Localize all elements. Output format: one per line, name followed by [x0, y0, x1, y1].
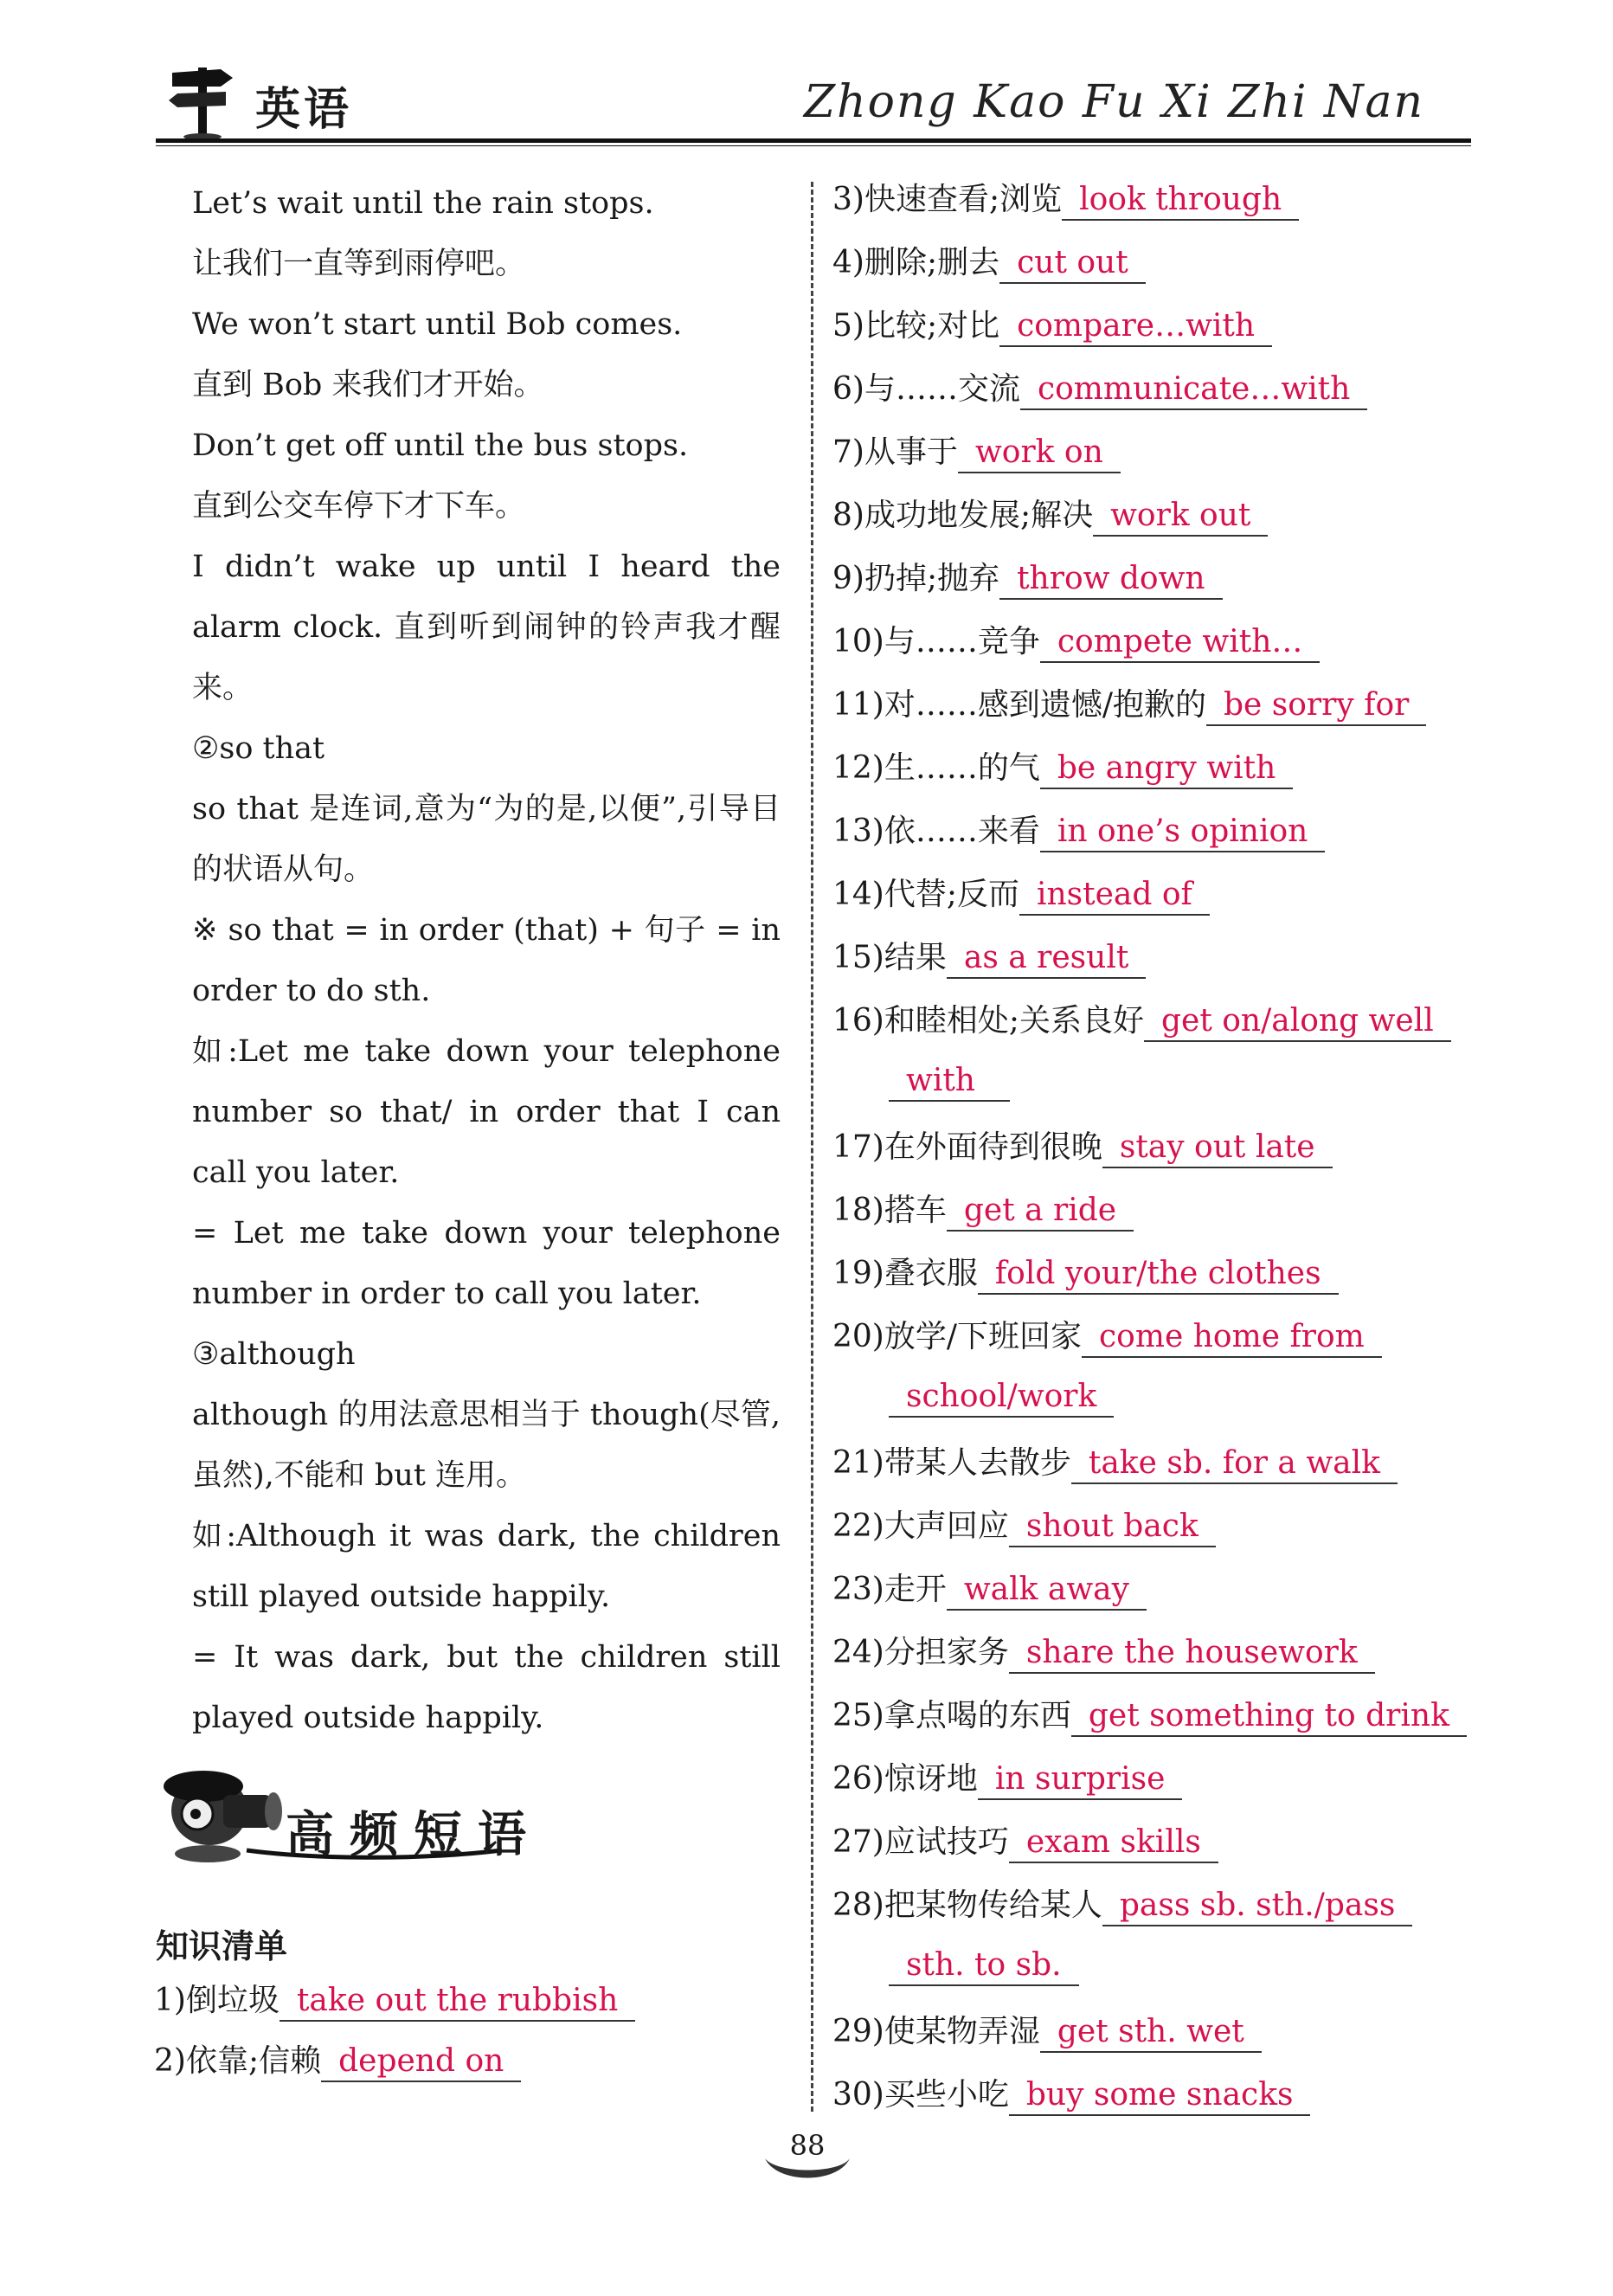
- phrase-prompt: 29)使某物弄湿: [832, 2014, 1040, 2049]
- page-number: 88: [789, 2129, 826, 2162]
- text-line: so that 是连词,意为“为的是,以便”,引导目的状语从句。: [192, 792, 781, 887]
- phrase-answer: walk away: [947, 1571, 1147, 1611]
- phrase-item: [832, 810, 1325, 853]
- phrase-item: [832, 936, 1146, 980]
- phrase-item: [832, 747, 1293, 790]
- phrase-item: [832, 494, 1268, 537]
- phrase-answer: as a result: [947, 939, 1146, 979]
- phrase-item: [832, 241, 1146, 285]
- phrase-prompt: 6)与……交流: [832, 371, 1020, 407]
- phrase-item: [832, 1821, 1218, 1864]
- phrase-answer: compare…with: [999, 307, 1272, 347]
- subheading: ②so that: [192, 731, 325, 766]
- phrase-item: [832, 2074, 1310, 2117]
- phrase-prompt: 2)依靠;信赖: [154, 2043, 322, 2079]
- phrase-item: [832, 2010, 1262, 2054]
- text-line: 如:Let me take down your telephone number so that/ in order that I can call you later.: [192, 1034, 781, 1190]
- phrase-item: [832, 368, 1367, 411]
- phrase-answer: work on: [958, 434, 1121, 473]
- text-line: ※ so that = in order (that) + 句子 = in order to do sth.: [192, 913, 781, 1008]
- phrase-prompt: 27)应试技巧: [832, 1824, 1009, 1860]
- phrase-answer: communicate…with: [1020, 370, 1367, 410]
- phrase-item: [832, 684, 1426, 727]
- phrase-prompt: 16)和睦相处;关系良好: [832, 1003, 1144, 1039]
- subject-title: 英语: [255, 83, 353, 136]
- phrase-prompt: 26)惊讶地: [832, 1761, 978, 1797]
- text-line: 如:Although it was dark, the children still played outside happily.: [192, 1519, 781, 1614]
- text-line: I didn’t wake up until I heard the alarm clock. 直到听到闹钟的铃声我才醒来。: [192, 550, 781, 705]
- phrase-prompt: 3)快速查看;浏览: [832, 182, 1063, 217]
- phrase-answer: get a ride: [947, 1192, 1134, 1232]
- phrase-item: [832, 1189, 1134, 1232]
- subheading: ③although: [192, 1337, 356, 1372]
- text-line: Don’t get off until the bus stops.: [192, 428, 689, 463]
- phrase-prompt: 11)对……感到遗憾/抱歉的: [832, 687, 1206, 723]
- phrase-prompt: 1)倒垃圾: [154, 1983, 280, 2018]
- section-title: 高频短语: [286, 1806, 542, 1863]
- phrase-prompt: 23)走开: [832, 1572, 947, 1607]
- signpost-icon: [169, 61, 238, 138]
- phrase-answer: depend on: [321, 2042, 521, 2082]
- series-title: Zhong Kao Fu Xi Zhi Nan: [804, 76, 1424, 128]
- phrase-prompt: 7)从事于: [832, 434, 958, 470]
- phrase-answer: shout back: [1009, 1508, 1216, 1547]
- phrase-answer-continued: sth. to sb.: [889, 1946, 1079, 1986]
- phrase-item: [832, 1252, 1339, 1296]
- phrase-prompt: 24)分担家务: [832, 1635, 1009, 1670]
- text-line: = It was dark, but the children still played outside happily.: [192, 1640, 781, 1735]
- header-rule-thin: [156, 145, 1471, 146]
- text-line: = Let me take down your telephone number in order to call you later.: [192, 1216, 781, 1311]
- phrase-item: [832, 557, 1223, 601]
- phrase-item: [832, 1442, 1398, 1485]
- phrase-item: [832, 1315, 1382, 1418]
- phrase-item: [832, 1631, 1375, 1675]
- phrase-answer: cut out: [999, 244, 1146, 284]
- phrase-answer: get something to drink: [1071, 1697, 1467, 1737]
- phrase-prompt: 19)叠衣服: [832, 1256, 978, 1291]
- phrase-answer: be sorry for: [1206, 686, 1426, 726]
- phrase-prompt: 12)生……的气: [832, 750, 1040, 786]
- phrase-prompt: 13)依……来看: [832, 814, 1040, 849]
- phrase-prompt: 22)大声回应: [832, 1508, 1009, 1544]
- phrase-answer: in one’s opinion: [1040, 813, 1325, 852]
- text-line: 直到 Bob 来我们才开始。: [192, 368, 544, 402]
- header-rule: [156, 138, 1471, 143]
- phrase-answer: in surprise: [978, 1760, 1183, 1800]
- phrase-answer: look through: [1062, 181, 1299, 221]
- phrase-prompt: 28)把某物传给某人: [832, 1888, 1102, 1923]
- phrase-item: [154, 1979, 635, 2023]
- phrase-answer: fold your/the clothes: [978, 1255, 1339, 1295]
- text-line: although 的用法意思相当于 though(尽管,虽然),不能和 but 连用。: [192, 1398, 781, 1493]
- phrase-prompt: 5)比较;对比: [832, 308, 1000, 344]
- phrase-item: [832, 1126, 1333, 1169]
- text-line: 让我们一直等到雨停吧。: [192, 247, 526, 281]
- phrase-item: [832, 621, 1320, 664]
- phrase-item: [832, 1505, 1216, 1548]
- phrase-prompt: 18)搭车: [832, 1193, 947, 1228]
- section-subtitle: 知识清单: [156, 1926, 288, 1965]
- phrase-answer-continued: school/work: [889, 1378, 1114, 1418]
- phrase-item: [832, 1695, 1467, 1738]
- phrase-item: [832, 305, 1272, 348]
- column-divider: [811, 182, 813, 2112]
- phrase-answer: throw down: [999, 560, 1223, 600]
- phrase-answer: be angry with: [1040, 749, 1293, 789]
- phrase-answer: buy some snacks: [1009, 2076, 1311, 2116]
- phrase-prompt: 15)结果: [832, 940, 947, 975]
- phrase-prompt: 8)成功地发展;解决: [832, 498, 1094, 533]
- phrase-answer: pass sb. sth./pass: [1102, 1887, 1412, 1926]
- text-line: Let’s wait until the rain stops.: [192, 186, 654, 221]
- phrase-answer: stay out late: [1102, 1129, 1333, 1168]
- phrase-item: [832, 1758, 1182, 1801]
- phrase-item: [832, 873, 1210, 916]
- phrase-item: [832, 1884, 1412, 1986]
- phrase-item: [832, 1000, 1451, 1102]
- phrase-answer: compete with…: [1040, 623, 1321, 663]
- phrase-answer: come home from: [1082, 1318, 1382, 1358]
- phrase-answer: get on/along well: [1144, 1002, 1451, 1042]
- page-number-badge: [760, 2129, 855, 2190]
- phrase-prompt: 4)删除;删去: [832, 245, 1000, 280]
- phrase-prompt: 10)与……竞争: [832, 624, 1040, 659]
- phrase-prompt: 21)带某人去散步: [832, 1445, 1071, 1481]
- phrase-answer: take sb. for a walk: [1071, 1444, 1398, 1484]
- phrase-item: [154, 2040, 521, 2083]
- phrase-answer: work out: [1093, 497, 1268, 537]
- left-column: [192, 173, 781, 1748]
- text-line: 直到公交车停下才下车。: [192, 489, 526, 524]
- phrase-prompt: 30)买些小吃: [832, 2077, 1009, 2113]
- phrase-answer: share the housework: [1009, 1634, 1375, 1674]
- phrase-item: [832, 1568, 1147, 1611]
- phrase-answer: exam skills: [1009, 1823, 1218, 1863]
- text-line: We won’t start until Bob comes.: [192, 307, 683, 342]
- phrase-prompt: 9)扔掉;抛弃: [832, 561, 1000, 596]
- phrase-prompt: 17)在外面待到很晚: [832, 1129, 1102, 1165]
- phrase-prompt: 25)拿点喝的东西: [832, 1698, 1071, 1733]
- phrase-answer-continued: with: [889, 1062, 1010, 1102]
- phrase-item: [832, 178, 1299, 222]
- phrase-prompt: 14)代替;反而: [832, 877, 1019, 912]
- phrase-item: [832, 431, 1121, 474]
- phrase-answer: take out the rubbish: [280, 1982, 635, 2022]
- phrase-answer: get sth. wet: [1040, 2013, 1262, 2053]
- phrase-answer: instead of: [1019, 876, 1210, 916]
- phrase-prompt: 20)放学/下班回家: [832, 1319, 1082, 1354]
